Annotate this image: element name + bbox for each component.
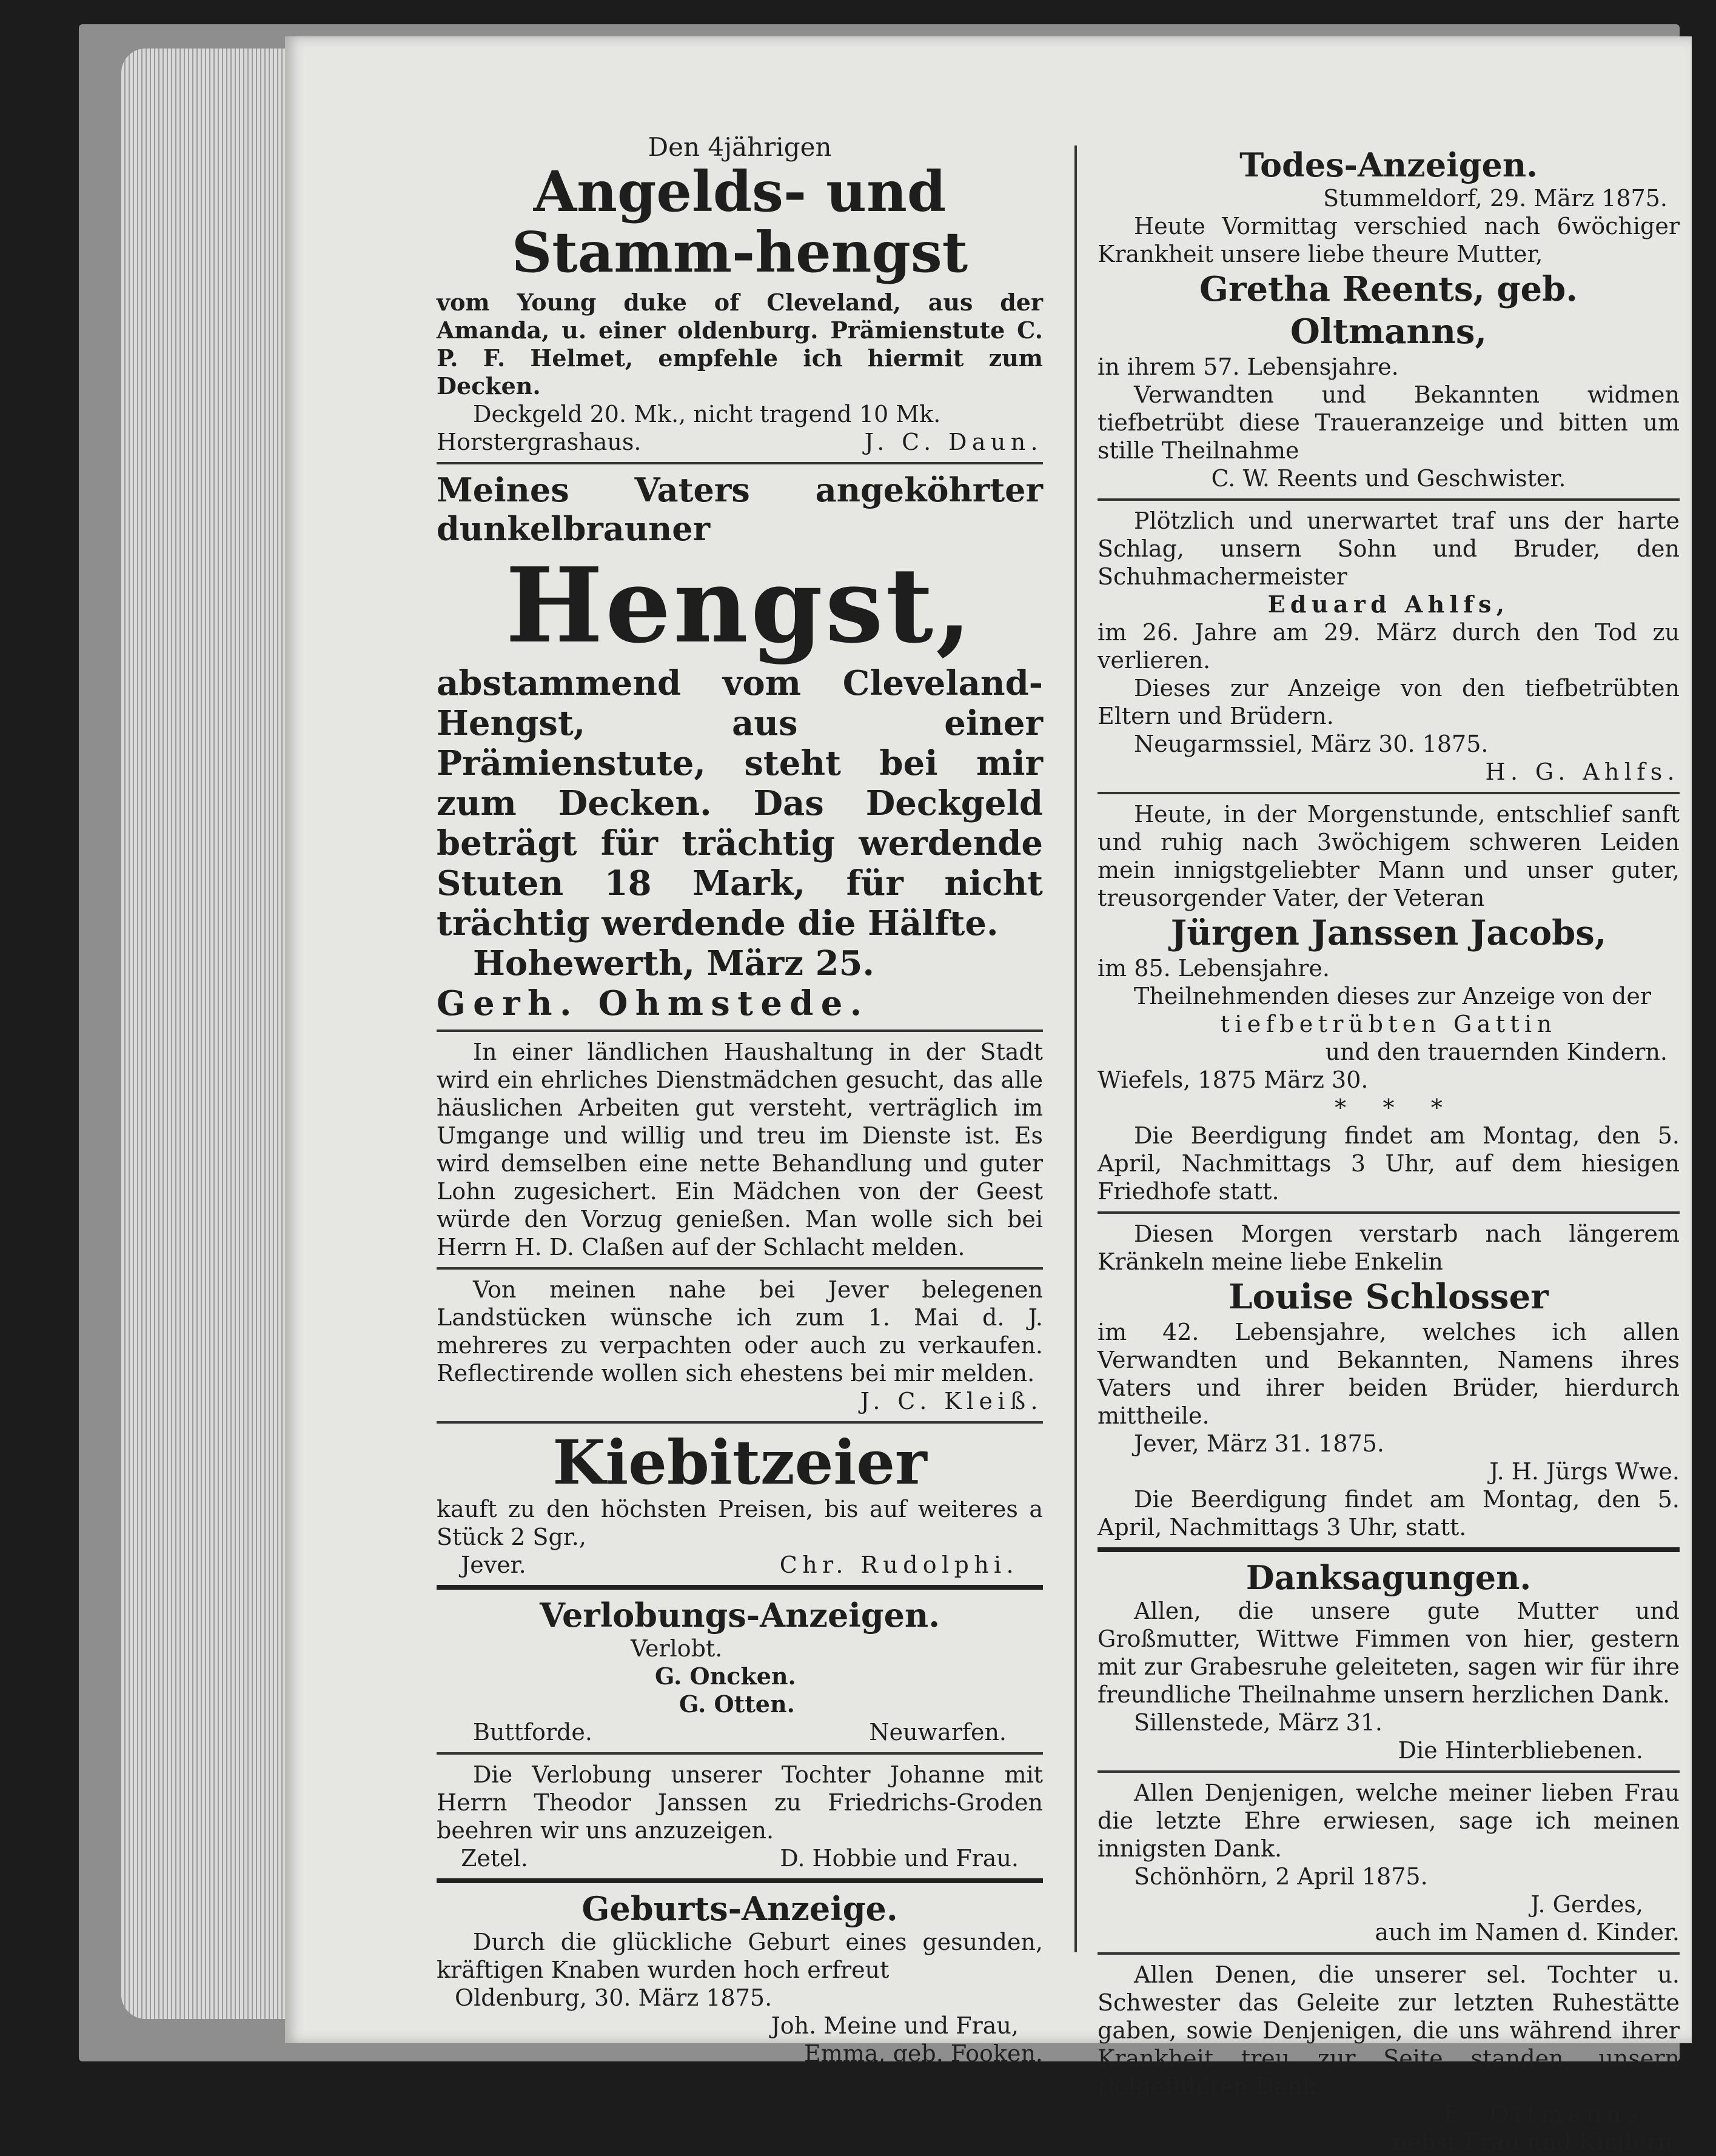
notice-signature: auch im Namen d. Kinder.	[1375, 1919, 1680, 1946]
ad-title: Angelds- und Stamm-hengst	[511, 159, 968, 285]
ad-title: Hengst,	[505, 545, 974, 666]
maid-wanted-ad	[437, 1038, 1043, 1261]
ad-title: Kiebitzeier	[552, 1427, 927, 1498]
birth-signature: Joh. Meine und Frau,	[771, 2012, 1019, 2039]
notice-body: Allen Denen, die unserer sel. Tochter u. Schwester das Geleite zur letzten Ruhestätte gaben, sowie Denjenigen, die uns während ihrer Krankheit treu zur Seite standen, unsern tiefgefühlten Dank.	[1098, 1961, 1680, 2100]
stallion-ad-1	[437, 133, 1043, 456]
engagement-label: Verlobt.	[631, 1635, 723, 1662]
divider	[437, 1029, 1043, 1032]
birth-place-date: Oldenburg, 30. März 1875.	[455, 1984, 773, 2011]
ad-body: abstammend vom Cleveland-Hengst, aus einer Prämienstute, steht bei mir zum Decken. Das Deckgeld beträgt für trächtig werdende Stuten 18 Mark, für nicht trächtig werdende die Hälfte.	[437, 663, 1043, 943]
death-notice-1	[1098, 184, 1680, 492]
ad-intro: Den 4jährigen	[648, 132, 832, 162]
ad-body: Von meinen nahe bei Jever belegenen Landstücken wünsche ich zum 1. Mai d. J. mehreres zu verpachten oder auch zu verkaufen. Reflectirende wollen sich ehestens bei mir melden.	[437, 1276, 1043, 1387]
notice-body: Dieses zur Anzeige von den tiefbetrübten Eltern und Brüdern.	[1098, 675, 1680, 729]
birth-section	[437, 1889, 1043, 2067]
notice-place-date: Stummeldorf, 29. März 1875.	[1323, 185, 1667, 212]
notice-place-date: Sillenstede, März 31.	[1134, 1709, 1383, 1736]
notice-body: Heute Vormittag verschied nach 6wöchiger Krankheit unsere liebe theure Mutter,	[1098, 213, 1680, 267]
divider	[1098, 1770, 1680, 1773]
section-divider	[1098, 1547, 1680, 1552]
section-heading: Danksagungen.	[1245, 1558, 1532, 1597]
divider	[437, 1421, 1043, 1424]
notice-signature: J. H. Jürgs Wwe.	[1489, 1458, 1680, 1485]
notice-body: Plötzlich und unerwartet traf uns der harte Schlag, unsern Sohn und Bruder, den Schuhmachermeister	[1098, 507, 1680, 590]
notice-signature: H. G. Ahlfs.	[1485, 758, 1680, 785]
section-heading: Verlobungs-Anzeigen.	[540, 1596, 940, 1635]
notice-name: Gretha Reents, geb. Oltmanns,	[1199, 269, 1578, 352]
notice-name: Louise Schlosser	[1228, 1277, 1549, 1317]
ad-footer	[437, 428, 1043, 456]
engagement-places	[437, 1718, 1043, 1746]
divider	[1098, 792, 1680, 794]
notice-body: Heute, in der Morgenstunde, entschlief sanft und ruhig nach 3wöchigem schweren Leiden mein innigstgeliebter Mann und unser guter, treusorgender Vater, der Veteran	[1098, 801, 1680, 911]
notice-name: Jürgen Janssen Jacobs,	[1170, 913, 1607, 953]
engagement-footer	[437, 1844, 1043, 1872]
notice-signature: Die Hinterbliebenen.	[1398, 1737, 1643, 1764]
notice-body: Verwandten und Bekannten widmen tiefbetrübt diese Traueranzeige und bitten um stille Theilnahme	[1098, 381, 1680, 464]
death-notice-4	[1098, 1220, 1680, 1541]
notice-stars: * * *	[1335, 1094, 1443, 1121]
notice-signature: E. Oltmanns	[1443, 2101, 1643, 2128]
place-right: Neuwarfen.	[869, 1719, 1007, 1746]
notice-place-date: Neugarmssiel, März 30. 1875.	[1134, 731, 1489, 757]
signature: D. Hobbie und Frau.	[780, 1845, 1019, 1872]
notice-place-date: Wiefels, 1875 März 30.	[1098, 1066, 1369, 1093]
notice-funeral: Die Beerdigung findet am Montag, den 5. April, Nachmittags 3 Uhr, statt.	[1098, 1486, 1680, 1541]
ad-body: vom Young duke of Cleveland, aus der Amanda, u. einer oldenburg. Prämienstute C. P. F. Helmet, empfehle ich hiermit zum Decken.	[437, 289, 1043, 400]
divider	[1098, 1952, 1680, 1955]
notice-body: im 26. Jahre am 29. März durch den Tod zu verlieren.	[1098, 619, 1680, 674]
place: Zetel.	[461, 1845, 528, 1872]
engagement-body: Die Verlobung unserer Tochter Johanne mit Herrn Theodor Janssen zu Friedrichs-Groden beehren wir uns anzuzeigen.	[437, 1761, 1043, 1844]
stallion-ad-2	[437, 470, 1043, 1023]
right-column	[1098, 133, 1680, 2156]
death-notice-2	[1098, 507, 1680, 786]
divider	[437, 462, 1043, 464]
ad-signature: Gerh. Ohmstede.	[437, 983, 870, 1023]
notice-signature: J. Gerdes,	[1530, 1891, 1643, 1918]
notice-body: tiefbetrübten Gattin	[1220, 1011, 1557, 1037]
engagement-name: G. Otten.	[679, 1690, 795, 1718]
notice-age: im 85. Lebensjahre.	[1098, 955, 1330, 982]
ad-body: In einer ländlichen Haushaltung in der Stadt wird ein ehrliches Dienstmädchen gesucht, das alle häuslichen Arbeiten gut versteht, verträglich im Umgange und willig und treu im Dienste ist. Es wird demselben eine nette Behandlung und guter Lohn zugesichert. Ein Mädchen von der Geest würde den Vorzug genießen. Man wolle sich bei Herrn H. D. Claßen auf der Schlacht melden.	[437, 1039, 1043, 1260]
notice-body: Allen Denjenigen, welche meiner lieben Frau die letzte Ehre erwiesen, sage ich meinen innigsten Dank.	[1098, 1779, 1680, 1862]
notice-place-date: Schönhörn, 2 April 1875.	[1134, 1863, 1428, 1890]
birth-body: Durch die glückliche Geburt eines gesunden, kräftigen Knaben wurden hoch erfreut	[437, 1929, 1043, 1983]
divider	[1098, 498, 1680, 501]
section-divider	[437, 1878, 1043, 1883]
notice-body: Allen, die unsere gute Mutter und Großmutter, Wittwe Fimmen von hier, gestern mit zur Grabesruhe geleiteten, sagen wir für ihre freundliche Theilnahme unsern herzlichen Dank.	[1098, 1598, 1680, 1708]
section-divider	[437, 1585, 1043, 1590]
ad-footer	[437, 1551, 1043, 1579]
left-column	[437, 133, 1043, 2067]
land-lease-ad	[437, 1276, 1043, 1415]
ad-place: Horstergrashaus.	[437, 429, 642, 455]
engagements-section	[437, 1596, 1043, 1872]
ad-body: kauft zu den höchsten Preisen, bis auf weiteres a Stück 2 Sgr.,	[437, 1496, 1043, 1550]
ad-intro: Meines Vaters angeköhrter dunkelbrauner	[437, 470, 1043, 548]
lapwing-eggs-ad	[437, 1427, 1043, 1579]
notice-name: Eduard Ahlfs,	[1267, 591, 1510, 618]
ad-place: Jever.	[461, 1552, 526, 1578]
notice-place-date: Jever, März 31. 1875.	[1134, 1430, 1384, 1457]
notice-body: und den trauernden Kindern.	[1325, 1039, 1667, 1065]
ad-place-date: Hohewerth, März 25.	[473, 943, 875, 983]
ad-fee: Deckgeld 20. Mk., nicht tragend 10 Mk.	[473, 401, 941, 427]
notice-age: in ihrem 57. Lebensjahre.	[1098, 353, 1399, 380]
birth-signature: Emma, geb. Fooken.	[803, 2040, 1043, 2067]
ad-signature: J. C. Daun.	[864, 429, 1043, 455]
thanks-notice-1	[1098, 1597, 1680, 1764]
ad-signature: Chr. Rudolphi.	[779, 1552, 1019, 1578]
notice-body: Theilnehmenden dieses zur Anzeige von der	[1134, 983, 1652, 1009]
thanks-notice-2	[1098, 1779, 1680, 1946]
notice-body: im 42. Lebensjahre, welches ich allen Verwandten und Bekannten, Namens ihres Vaters und ihrer beiden Brüder, hierdurch mittheile.	[1098, 1319, 1680, 1429]
thanks-notice-3	[1098, 1961, 1680, 2156]
divider	[1098, 1211, 1680, 1214]
section-heading: Geburts-Anzeige.	[581, 1889, 898, 1928]
notice-signature: nebst Frau und Kindern.	[1392, 2129, 1680, 2155]
notice-signature: C. W. Reents und Geschwister.	[1211, 465, 1566, 492]
divider	[437, 1267, 1043, 1270]
death-notice-3	[1098, 800, 1680, 1205]
section-heading: Todes-Anzeigen.	[1239, 146, 1538, 184]
place-left: Buttforde.	[473, 1719, 592, 1746]
engagement-name: G. Oncken.	[655, 1662, 796, 1690]
column-divider	[1074, 146, 1077, 1952]
ad-signature: J. C. Kleiß.	[860, 1388, 1043, 1414]
notice-body: Diesen Morgen verstarb nach längerem Kränkeln meine liebe Enkelin	[1098, 1220, 1680, 1275]
notice-funeral: Die Beerdigung findet am Montag, den 5. April, Nachmittags 3 Uhr, auf dem hiesigen Friedhofe statt.	[1098, 1122, 1680, 1205]
divider	[437, 1752, 1043, 1755]
